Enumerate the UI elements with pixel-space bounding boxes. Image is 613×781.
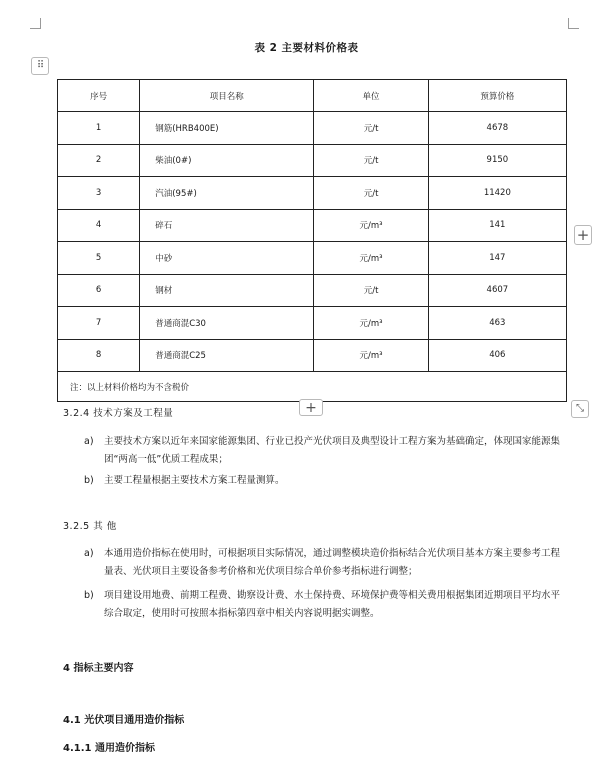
cell-unit[interactable]: 元/t xyxy=(314,112,428,145)
list-item xyxy=(84,587,564,623)
list-item xyxy=(84,472,564,490)
list-text: 主要技术方案以近年来国家能源集团、行业已投产光伏项目及典型设计工程方案为基础确定，体现国家能源集团“两高一低”优质工程成果； xyxy=(104,436,561,465)
page-corner-mark-left xyxy=(30,18,41,29)
cell-no[interactable]: 7 xyxy=(58,307,140,340)
cell-unit[interactable]: 元/m³ xyxy=(314,209,428,242)
list-item xyxy=(84,433,564,469)
cell-name[interactable]: 钢筋(HRB400E) xyxy=(140,112,314,145)
list-text: 项目建设用地费、前期工程费、勘察设计费、水土保持费、环境保护费等相关费用根据集团近期项目平均水平综合取定，使用时可按照本指标第四章中相关内容说明据实调整。 xyxy=(104,590,561,619)
cell-price[interactable]: 4678 xyxy=(428,112,566,145)
table-row xyxy=(58,339,567,372)
cell-unit[interactable]: 元/m³ xyxy=(314,307,428,340)
cell-unit[interactable]: 元/m³ xyxy=(314,242,428,275)
section-4-1-1-heading: 4.1.1 通用造价指标 xyxy=(63,743,155,754)
list-text: 本通用造价指标在使用时，可根据项目实际情况，通过调整模块造价指标结合光伏项目基本方案主要参考工程量表、光伏项目主要设备参考价格和光伏项目综合单价参考指标进行调整； xyxy=(104,548,561,577)
table-header-row xyxy=(58,80,567,112)
table-row xyxy=(58,274,567,307)
cell-name[interactable]: 钢材 xyxy=(140,274,314,307)
list-marker: a) xyxy=(84,436,94,447)
cell-unit[interactable]: 元/t xyxy=(314,177,428,210)
cell-unit[interactable]: 元/m³ xyxy=(314,339,428,372)
cell-price[interactable]: 9150 xyxy=(428,144,566,177)
cell-price[interactable]: 11420 xyxy=(428,177,566,210)
cell-price[interactable]: 4607 xyxy=(428,274,566,307)
table-row xyxy=(58,144,567,177)
add-row-icon[interactable]: + xyxy=(299,399,323,416)
cell-no[interactable]: 8 xyxy=(58,339,140,372)
header-cell-unit[interactable]: 单位 xyxy=(314,80,428,112)
list-text: 主要工程量根据主要技术方案工程量测算。 xyxy=(104,475,285,486)
table-row xyxy=(58,177,567,210)
table-row xyxy=(58,209,567,242)
cell-unit[interactable]: 元/t xyxy=(314,144,428,177)
cell-name[interactable]: 碎石 xyxy=(140,209,314,242)
table-note[interactable]: 注：以上材料价格均为不含税价 xyxy=(58,372,567,402)
list-item xyxy=(84,545,564,581)
cell-no[interactable]: 5 xyxy=(58,242,140,275)
cell-name[interactable]: 普通商混C25 xyxy=(140,339,314,372)
chapter-4-heading: 4 指标主要内容 xyxy=(63,663,134,674)
cell-price[interactable]: 406 xyxy=(428,339,566,372)
section-3-2-5-heading: 3.2.5 其 他 xyxy=(63,521,117,532)
header-cell-no[interactable]: 序号 xyxy=(58,80,140,112)
header-cell-price[interactable]: 预算价格 xyxy=(428,80,566,112)
table-row xyxy=(58,242,567,275)
cell-no[interactable]: 2 xyxy=(58,144,140,177)
cell-name[interactable]: 中砂 xyxy=(140,242,314,275)
cell-price[interactable]: 141 xyxy=(428,209,566,242)
table-note-row xyxy=(58,372,567,402)
cell-no[interactable]: 4 xyxy=(58,209,140,242)
cell-no[interactable]: 3 xyxy=(58,177,140,210)
cell-no[interactable]: 6 xyxy=(58,274,140,307)
cell-name[interactable]: 普通商混C30 xyxy=(140,307,314,340)
cell-no[interactable]: 1 xyxy=(58,112,140,145)
add-column-icon[interactable]: + xyxy=(574,225,592,245)
table-row xyxy=(58,112,567,145)
cell-unit[interactable]: 元/t xyxy=(314,274,428,307)
table-resize-icon[interactable]: ⤡ xyxy=(571,400,589,418)
page-corner-mark-right xyxy=(568,18,579,29)
cell-price[interactable]: 147 xyxy=(428,242,566,275)
section-3-2-4-heading: 3.2.4 技术方案及工程量 xyxy=(63,408,174,419)
section-4-1-heading: 4.1 光伏项目通用造价指标 xyxy=(63,715,185,726)
cell-name[interactable]: 柴油(0#) xyxy=(140,144,314,177)
list-marker: b) xyxy=(84,590,94,601)
header-cell-name[interactable]: 项目名称 xyxy=(140,80,314,112)
material-price-table xyxy=(57,79,567,402)
table-row xyxy=(58,307,567,340)
list-marker: b) xyxy=(84,475,94,486)
table-move-handle-icon[interactable]: ⠿ xyxy=(31,57,49,75)
table-title: 表 2 主要材料价格表 xyxy=(254,42,359,54)
cell-price[interactable]: 463 xyxy=(428,307,566,340)
list-marker: a) xyxy=(84,548,94,559)
cell-name[interactable]: 汽油(95#) xyxy=(140,177,314,210)
